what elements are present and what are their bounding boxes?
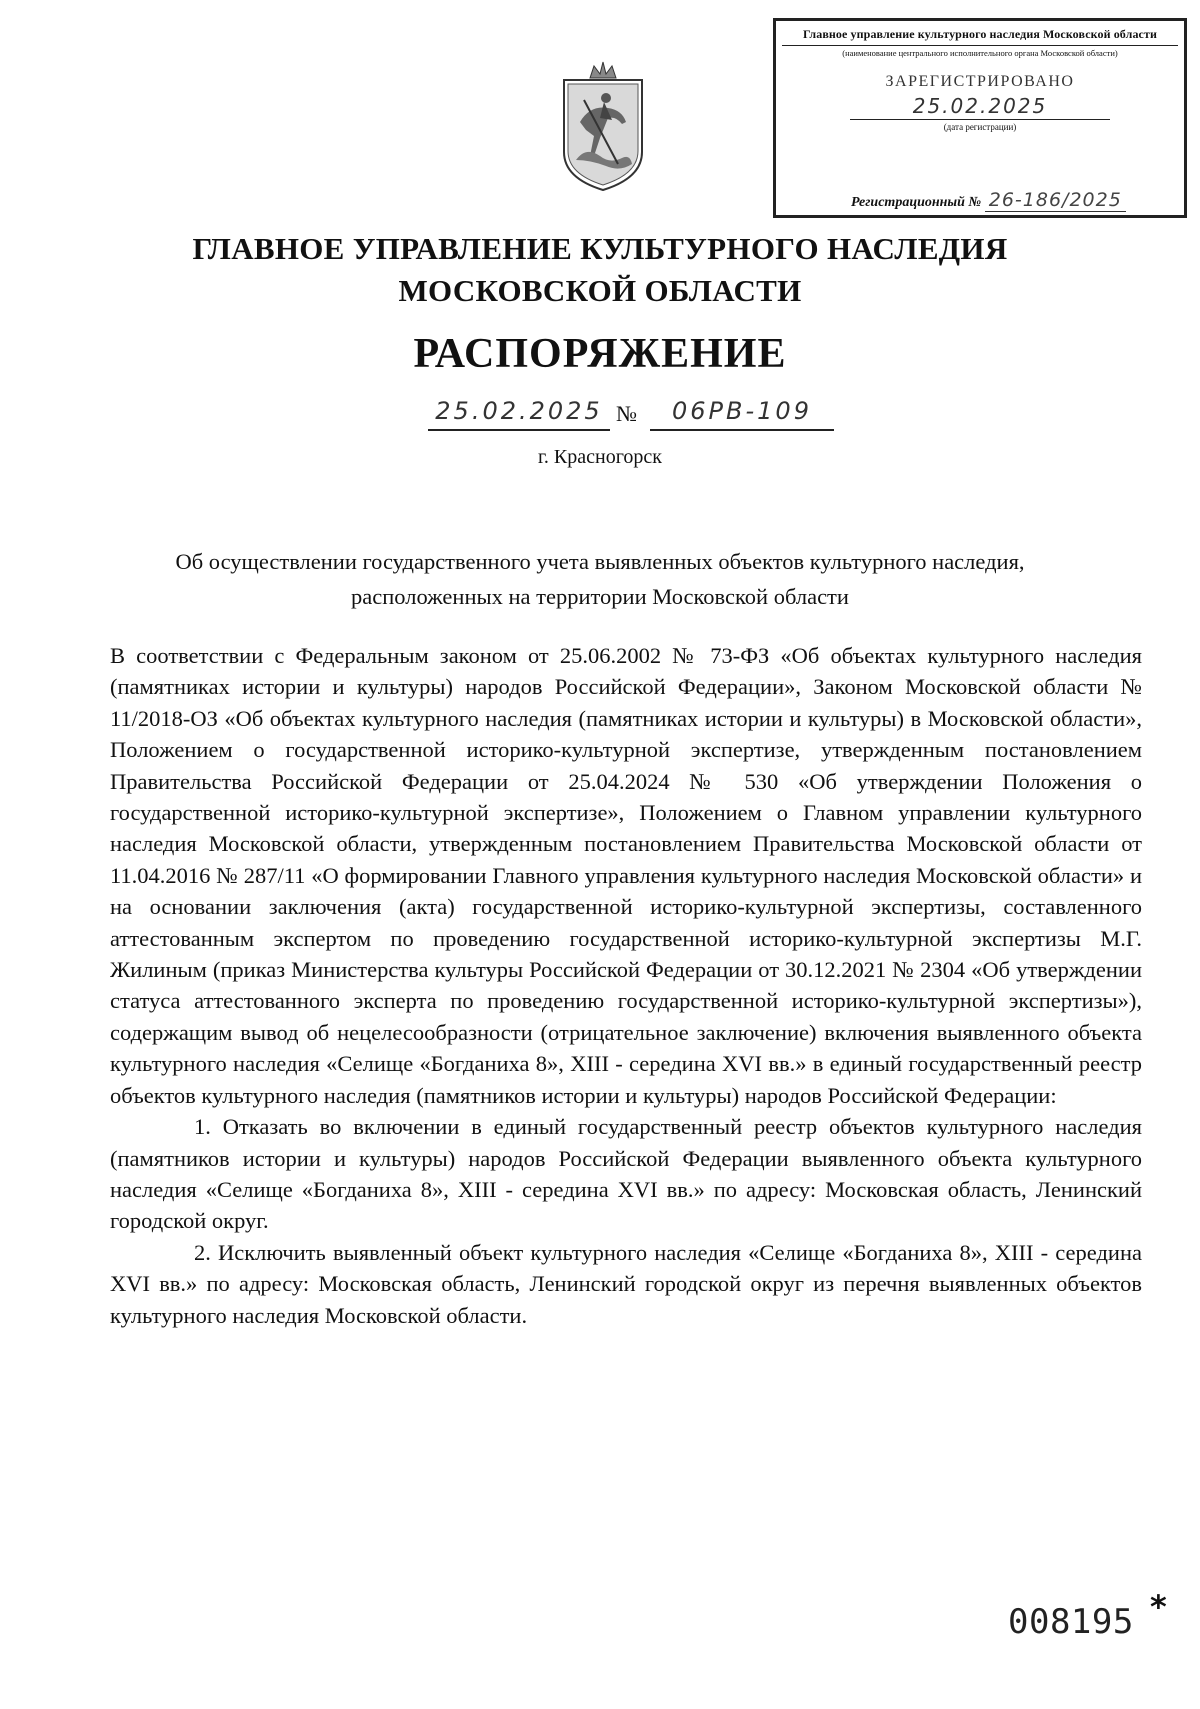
city-name: г. Красногорск — [537, 446, 663, 468]
stamp-number-row — [851, 189, 1126, 211]
stamp-header-caption: (наименование центрального исполнительного органа Московской области) — [842, 48, 1118, 58]
document-type-title: РАСПОРЯЖЕНИЕ — [413, 331, 787, 377]
stamp-header: Главное управление культурного наследия Московской области — [782, 25, 1178, 46]
coat-of-arms-emblem — [560, 60, 646, 192]
document-body — [110, 640, 1142, 1331]
stamp-number-label: Регистрационный № — [851, 195, 982, 210]
document-date-number — [428, 397, 834, 431]
organization-name — [0, 228, 1200, 312]
list-item-2: 2. Исключить выявленный объект культурного наследия «Селище «Богданиха 8», XIII - середина XVI вв.» по адресу: Московская область, Ленинский городской округ из перечня выявленных объектов культурного наследия Московской области. — [110, 1239, 1142, 1328]
stamp-date-caption: (дата регистрации) — [943, 122, 1017, 132]
document-date: 25.02.2025 — [428, 397, 610, 431]
preamble-paragraph: В соответствии с Федеральным законом от 25.06.2002 № 73-ФЗ «Об объектах культурного наследия (памятниках истории и культуры) народов Российской Федерации», Законом Московской области № 11/2018-ОЗ «Об объектах культурного наследия (памятниках истории и культуры) в Московской области», Положением о государственной историко-культурной экспертизе, утвержденным постановлением Правительства Российской Федерации от 25.04.2024 № 530 «Об утверждении Положения о государственной историко-культурной экспертизе», Положением о Главном управлении культурного наследия Московской области, утвержденным постановлением Правительства Московской области от 11.04.2016 № 287/11 «О формировании Главного управления культурного наследия Московской области» и на основании заключения (акта) государственной историко-культурной экспертизы, составленного аттестованным экспертом по проведению государственной историко-культурной экспертизы М.Г. Жилиным (приказ Министерства культуры Российской Федерации от 30.12.2021 № 2304 «Об утверждении статуса аттестованного эксперта по проведению государственной историко-культурной экспертизы»), содержащим вывод об нецелесообразности (отрицательное заключение) включения выявленного объекта культурного наследия «Селище «Богданиха 8», XIII - середина XVI вв.» в единый государственный реестр объектов культурного наследия (памятников истории и культуры) народов Российской Федерации: — [110, 643, 1142, 1108]
stamp-registered-label: ЗАРЕГИСТРИРОВАНО — [885, 73, 1075, 90]
stamp-number: 26-186/2025 — [985, 189, 1126, 212]
document-number: 06РВ-109 — [650, 397, 834, 431]
stamp-date: 25.02.2025 — [850, 95, 1110, 120]
asterisk-mark: * — [1150, 1588, 1167, 1626]
organization-line-2: МОСКОВСКОЙ ОБЛАСТИ — [398, 273, 802, 308]
serial-number: 008195 — [1008, 1602, 1134, 1642]
list-item-1: 1. Отказать во включении в единый государственный реестр объектов культурного наследия (памятников истории и культуры) народов Российской Федерации выявленного объекта культурного наследия «Селище «Богданиха 8», XIII - середина XVI вв.» по адресу: Московская область, Ленинский городской округ. — [110, 1114, 1142, 1234]
number-sign: № — [616, 401, 637, 426]
document-subject: Об осуществлении государственного учета выявленных объектов культурного наследия, расположенных на территории Московской области — [175, 549, 1025, 609]
organization-line-1: ГЛАВНОЕ УПРАВЛЕНИЕ КУЛЬТУРНОГО НАСЛЕДИЯ — [192, 231, 1008, 266]
registration-stamp — [773, 18, 1187, 218]
